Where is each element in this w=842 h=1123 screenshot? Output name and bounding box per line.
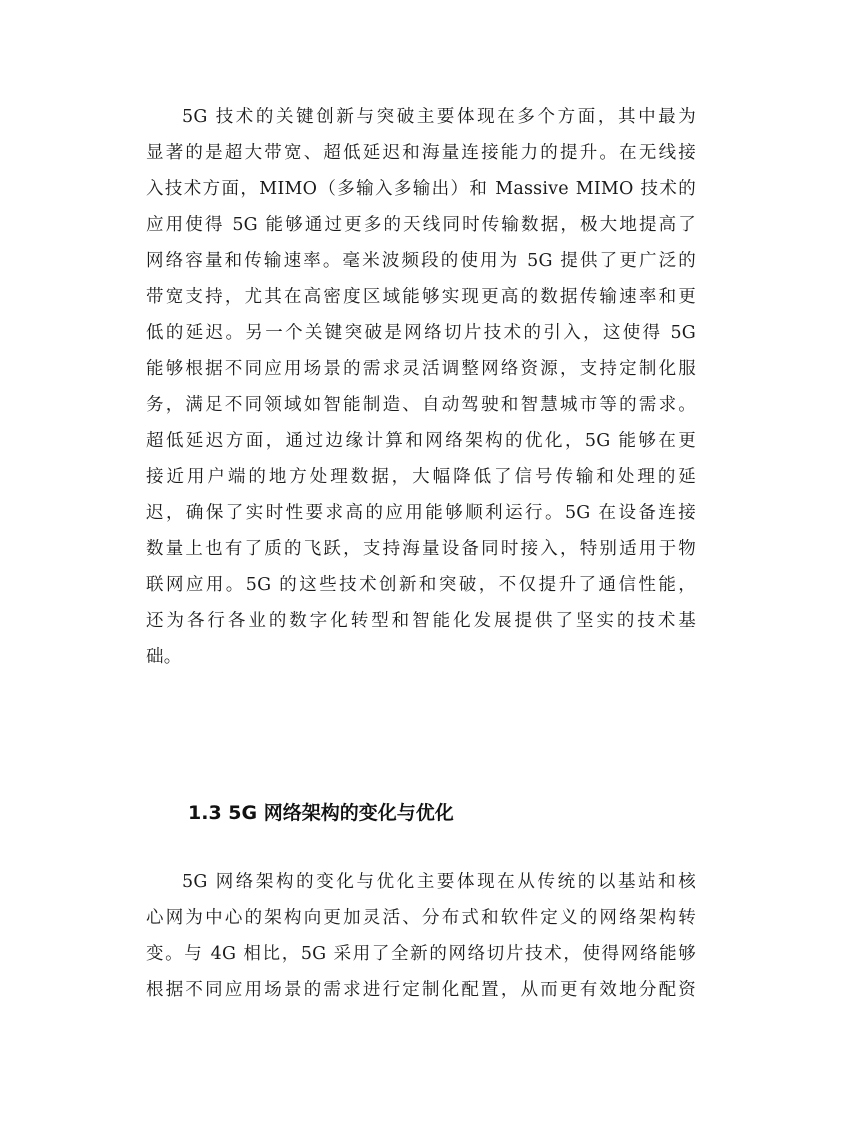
paragraph-line: 5G 网络架构的变化与优化主要体现在从传统的以基站和核 <box>182 872 696 892</box>
paragraph-line: 入技术方面，MIMO（多输入多输出）和 Massive MIMO 技术的 <box>146 179 696 199</box>
paragraph-line: 应用使得 5G 能够通过更多的天线同时传输数据，极大地提高了 <box>146 215 696 235</box>
paragraph-line: 显著的是超大带宽、超低延迟和海量连接能力的提升。在无线接 <box>146 143 696 163</box>
paragraph-line: 网络容量和传输速率。毫米波频段的使用为 5G 提供了更广泛的 <box>146 251 696 271</box>
paragraph-line: 还为各行各业的数字化转型和智能化发展提供了坚实的技术基 <box>146 611 696 631</box>
paragraph-line: 能够根据不同应用场景的需求灵活调整网络资源，支持定制化服 <box>146 359 696 379</box>
paragraph-line: 础。 <box>146 647 182 667</box>
paragraph-line: 联网应用。5G 的这些技术创新和突破，不仅提升了通信性能， <box>146 575 696 595</box>
paragraph-line: 带宽支持，尤其在高密度区域能够实现更高的数据传输速率和更 <box>146 287 696 307</box>
paragraph-line: 务，满足不同领域如智能制造、自动驾驶和智慧城市等的需求。 <box>146 395 696 415</box>
paragraph-line: 接近用户端的地方处理数据，大幅降低了信号传输和处理的延 <box>146 467 696 487</box>
paragraph-line: 变。与 4G 相比，5G 采用了全新的网络切片技术，使得网络能够 <box>146 944 696 964</box>
body-paragraph-5g-architecture <box>146 864 696 1008</box>
section-heading: 1.3 5G 网络架构的变化与优化 <box>188 802 454 824</box>
paragraph-line: 数量上也有了质的飞跃，支持海量设备同时接入，特别适用于物 <box>146 539 696 559</box>
paragraph-line: 心网为中心的架构向更加灵活、分布式和软件定义的网络架构转 <box>146 908 696 928</box>
paragraph-line: 超低延迟方面，通过边缘计算和网络架构的优化，5G 能够在更 <box>146 431 696 451</box>
paragraph-line: 根据不同应用场景的需求进行定制化配置，从而更有效地分配资 <box>146 980 696 1000</box>
paragraph-line: 迟，确保了实时性要求高的应用能够顺利运行。5G 在设备连接 <box>146 503 696 523</box>
paragraph-line: 低的延迟。另一个关键突破是网络切片技术的引入，这使得 5G <box>146 323 696 343</box>
paragraph-line: 5G 技术的关键创新与突破主要体现在多个方面，其中最为 <box>182 107 696 127</box>
body-paragraph-5g-innovation <box>146 99 696 675</box>
